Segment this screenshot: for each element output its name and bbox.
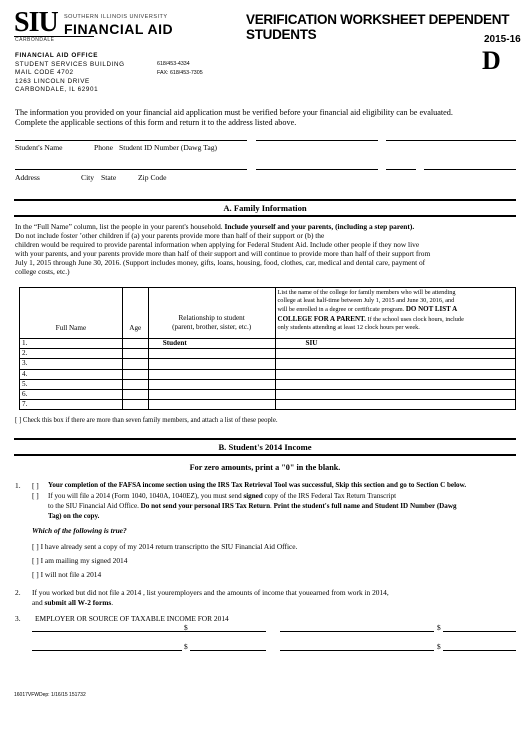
full-name-cell[interactable]: 2. bbox=[20, 349, 123, 359]
item-1-text: Your completion of the FAFSA income section using the IRS Tax Retrieval Tool was successful, Skip this section and go to Section C below. bbox=[48, 481, 467, 489]
intro-line: Complete the applicable sections of this form and return it to the address listed above. bbox=[15, 118, 297, 127]
city-field[interactable] bbox=[256, 169, 378, 170]
college-cell[interactable] bbox=[275, 359, 515, 369]
age-cell[interactable] bbox=[122, 379, 148, 389]
table-row bbox=[20, 349, 516, 359]
address-field[interactable] bbox=[15, 169, 247, 170]
address-label: Address bbox=[15, 173, 40, 182]
student-name-label: Student's Name bbox=[15, 143, 63, 152]
city-label: City bbox=[81, 173, 95, 182]
full-name-cell[interactable]: 3. bbox=[20, 359, 123, 369]
item-1b-text bbox=[48, 491, 518, 521]
college-cell[interactable]: SIU bbox=[275, 339, 515, 349]
irs-retrieval-checkbox[interactable]: [ ] bbox=[32, 481, 39, 490]
item-2-segment: . bbox=[111, 598, 114, 607]
column-header-emphasis: DO NOT LIST A bbox=[405, 305, 458, 314]
tax-transcript-checkbox[interactable]: [ ] bbox=[32, 491, 39, 500]
item-1b-segment: . bbox=[270, 502, 274, 510]
logo-university-text: SOUTHERN ILLINOIS UNIVERSITY bbox=[64, 14, 168, 20]
not-file-option[interactable]: [ ] I will not file a 2014 bbox=[32, 570, 102, 579]
employer-2-field[interactable] bbox=[280, 631, 434, 632]
student-id-field[interactable] bbox=[386, 140, 516, 141]
item-2-number: 2. bbox=[15, 588, 21, 597]
column-header-relationship bbox=[148, 288, 275, 339]
age-cell[interactable] bbox=[122, 349, 148, 359]
section-b-header bbox=[14, 438, 516, 456]
instruction-line: children would be required to provide parental information when applying for Federal Student Aid. Include other people if they now live bbox=[15, 240, 420, 249]
item-1b-segment: copy of the IRS Federal Tax Return Transcript bbox=[262, 492, 397, 500]
which-true-label: Which of the following is true? bbox=[32, 526, 127, 535]
employer-4-amount-field[interactable] bbox=[443, 650, 516, 651]
column-header-line bbox=[278, 315, 513, 324]
age-cell[interactable] bbox=[122, 339, 148, 349]
page-title: VERIFICATION WORKSHEET DEPENDENT STUDENTS bbox=[246, 12, 510, 42]
table-row bbox=[20, 400, 516, 410]
section-b-title: B. Student's 2014 Income bbox=[218, 442, 312, 452]
item-1b-segment: Print the student's full name and Student ID Number (Dawg bbox=[273, 502, 457, 510]
instruction-emphasis: Include yourself and your parents, (including a step parent). bbox=[224, 222, 415, 231]
item-1b-line bbox=[48, 491, 518, 501]
more-members-checkbox[interactable]: [ ] Check this box if there are more than seven family members, and attach a list of these people. bbox=[15, 417, 278, 424]
logo-financial-aid-text: FINANCIAL AID bbox=[64, 21, 174, 37]
employer-3-amount-field[interactable] bbox=[190, 650, 266, 651]
item-2-segment: and bbox=[32, 598, 45, 607]
office-phone: 618/453-4334 bbox=[157, 61, 190, 67]
employer-4-field[interactable] bbox=[280, 650, 434, 651]
section-a-title: A. Family Information bbox=[223, 203, 307, 213]
employer-source-label: EMPLOYER OR SOURCE OF TAXABLE INCOME FOR 2014 bbox=[35, 614, 229, 623]
column-header-age: Age bbox=[122, 288, 148, 339]
dollar-sign: $ bbox=[184, 623, 188, 632]
office-fax: FAX: 618/453-7305 bbox=[157, 69, 203, 76]
relationship-cell[interactable]: Student bbox=[148, 339, 275, 349]
student-name-field[interactable] bbox=[15, 140, 247, 141]
phone-label: Phone bbox=[94, 143, 113, 152]
student-id-label: Student ID Number (Dawg Tag) bbox=[119, 143, 218, 152]
instruction-text: In the “Full Name” column, list the people in your parent's household. bbox=[15, 222, 225, 231]
column-header-line: Relationship to student bbox=[178, 314, 245, 322]
office-address-line: MAIL CODE 4702 bbox=[15, 69, 74, 77]
employer-1-amount-field[interactable] bbox=[190, 631, 266, 632]
item-1b-line bbox=[48, 501, 518, 511]
logo-divider bbox=[14, 36, 94, 37]
full-name-cell[interactable]: 5. bbox=[20, 379, 123, 389]
table-row bbox=[20, 379, 516, 389]
office-address-line: STUDENT SERVICES BUILDING bbox=[15, 60, 125, 68]
column-header-line bbox=[278, 305, 513, 314]
relationship-cell[interactable] bbox=[148, 389, 275, 399]
column-header-line: college at least half-time between July 1, 2015 and June 30, 2016, and bbox=[277, 297, 455, 305]
instruction-line: college costs, etc.) bbox=[15, 267, 70, 276]
intro-line: The information you provided on your financial aid application must be verified before your financial aid eligibility can be evaluated. bbox=[15, 108, 453, 117]
item-2-text bbox=[32, 588, 512, 608]
relationship-cell[interactable] bbox=[148, 359, 275, 369]
item-1-number: 1. bbox=[15, 481, 21, 490]
item-1b-line: Tag) on the copy. bbox=[48, 512, 100, 520]
college-cell[interactable] bbox=[275, 389, 515, 399]
family-table bbox=[19, 287, 516, 410]
dollar-sign: $ bbox=[437, 623, 441, 632]
logo-carbondale-text: CARBONDALE bbox=[15, 37, 55, 43]
relationship-cell[interactable] bbox=[148, 400, 275, 410]
office-address-line: 1263 LINCOLN DRIVE bbox=[15, 77, 90, 85]
already-sent-option[interactable]: [ ] I have already sent a copy of my 2014 return transcriptto the SIU Financial Aid Office. bbox=[32, 542, 298, 551]
college-cell[interactable] bbox=[275, 400, 515, 410]
instruction-line: Do not include foster ’other children if (a) your parents provide more than half of their support or (b) the bbox=[15, 231, 325, 240]
form-code: 16017VFWDep: 1/16/15 151732 bbox=[14, 692, 86, 698]
full-name-cell[interactable]: 4. bbox=[20, 369, 123, 379]
table-header-row bbox=[20, 288, 516, 339]
zip-label: Zip Code bbox=[138, 173, 167, 182]
office-address bbox=[15, 52, 125, 95]
intro-text bbox=[15, 108, 515, 128]
column-header-line: (parent, brother, sister, etc.) bbox=[172, 323, 252, 331]
item-3-number: 3. bbox=[15, 614, 21, 623]
relationship-cell[interactable] bbox=[148, 379, 275, 389]
section-a-header bbox=[14, 199, 516, 217]
age-cell[interactable] bbox=[122, 359, 148, 369]
column-header-full-name: Full Name bbox=[20, 288, 123, 339]
office-address-line: FINANCIAL AID OFFICE bbox=[15, 52, 99, 59]
dollar-sign: $ bbox=[184, 642, 188, 651]
column-header-college bbox=[275, 288, 515, 339]
table-row bbox=[20, 359, 516, 369]
full-name-cell[interactable]: 6. bbox=[20, 389, 123, 399]
state-field[interactable] bbox=[386, 169, 416, 170]
table-row bbox=[20, 339, 516, 349]
form-year: 2015-16 bbox=[484, 34, 521, 45]
state-label: State bbox=[101, 173, 117, 182]
office-address-line: CARBONDALE, IL 62901 bbox=[15, 86, 99, 94]
zip-field[interactable] bbox=[424, 169, 516, 170]
column-header-emphasis: COLLEGE FOR A PARENT. bbox=[277, 314, 366, 323]
siu-logo-mark: SIU bbox=[14, 7, 58, 38]
form-letter: D bbox=[482, 46, 501, 75]
college-cell[interactable] bbox=[275, 369, 515, 379]
column-header-text: will be enrolled in a degree or certificate program. bbox=[277, 306, 406, 314]
college-cell[interactable] bbox=[275, 379, 515, 389]
relationship-cell[interactable] bbox=[148, 349, 275, 359]
mailing-option[interactable]: [ ] I am mailing my signed 2014 bbox=[32, 556, 128, 565]
section-a-instructions bbox=[15, 222, 517, 276]
table-row bbox=[20, 389, 516, 399]
instruction-line: with your parents, and your parents provide more than half of their support and will continue to provide more than half of their support from bbox=[15, 249, 431, 258]
item-1b-segment: Do not send your personal IRS Tax Return bbox=[140, 502, 271, 510]
employer-3-field[interactable] bbox=[32, 650, 182, 651]
age-cell[interactable] bbox=[122, 400, 148, 410]
dollar-sign: $ bbox=[437, 642, 441, 651]
employer-2-amount-field[interactable] bbox=[443, 631, 516, 632]
column-header-line: only students attending at least 12 clock hours per week. bbox=[277, 323, 420, 331]
instruction-line bbox=[15, 222, 517, 231]
item-1b-segment: signed bbox=[243, 492, 263, 500]
column-header-text: If the school uses clock hours, include bbox=[365, 315, 464, 323]
full-name-cell[interactable]: 1. bbox=[20, 339, 123, 349]
item-1b-segment: to the SIU Financial Aid Office. bbox=[48, 502, 141, 510]
age-cell[interactable] bbox=[122, 369, 148, 379]
item-1b-segment: If you will file a 2014 (Form 1040, 1040A, 1040EZ), you must send bbox=[48, 492, 244, 500]
instruction-line: July 1, 2015 through June 30, 2016. (Support includes money, gifts, loans, housing, food, clothes, car, medical and dental care, payment of bbox=[15, 258, 426, 267]
phone-field[interactable] bbox=[256, 140, 378, 141]
column-header-line: List the name of the college for family members who will be attending bbox=[277, 289, 456, 296]
age-cell[interactable] bbox=[122, 389, 148, 399]
relationship-cell[interactable] bbox=[148, 369, 275, 379]
table-row bbox=[20, 369, 516, 379]
item-2-segment: submit all W-2 forms bbox=[44, 598, 112, 607]
full-name-cell[interactable]: 7. bbox=[20, 400, 123, 410]
item-2-line bbox=[32, 598, 512, 608]
college-cell[interactable] bbox=[275, 349, 515, 359]
zero-amount-note: For zero amounts, print a "0" in the blank. bbox=[189, 463, 341, 472]
office-contact bbox=[157, 60, 203, 77]
item-2-line: If you worked but did not file a 2014 , list youremployers and the amounts of income that youearned from work in 2014, bbox=[32, 588, 389, 597]
